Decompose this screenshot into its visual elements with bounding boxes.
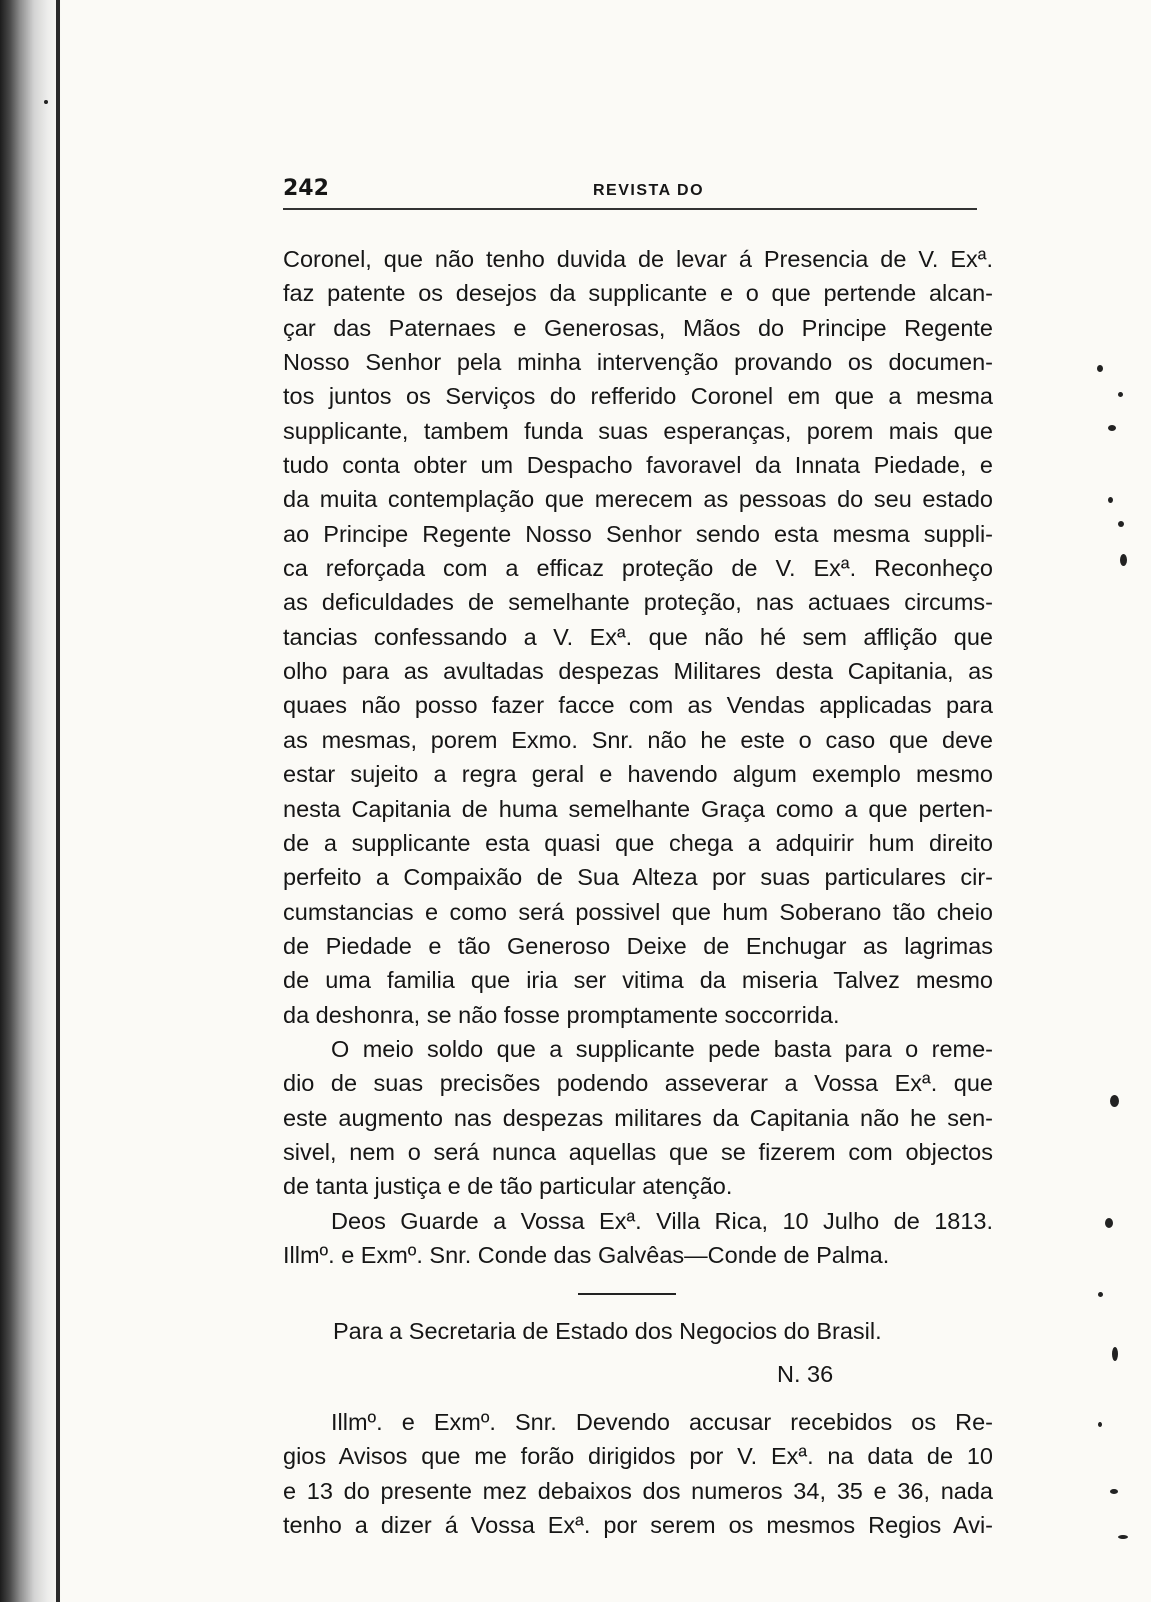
text-line: tenho a dizer á Vossa Exª. por serem os mesmos Regios Avi- <box>283 1512 993 1539</box>
paragraph-2 <box>283 1032 993 1204</box>
text-line: faz patente os desejos da supplicante e o que pertende alcan- <box>283 280 993 307</box>
text-line: tos juntos os Serviços do refferido Coronel em que a mesma <box>283 383 993 410</box>
text-line: Nosso Senhor pela minha intervenção provando os documen- <box>283 349 993 376</box>
text-line: supplicante, tambem funda suas esperanças, porem mais que <box>283 417 993 444</box>
text-line: cumstancias e como será possivel que hum Soberano tão cheio <box>283 898 993 925</box>
text-line: as mesmas, porem Exmo. Snr. não he este o caso que deve <box>283 726 993 753</box>
text-line: da muita contemplação que merecem as pessoas do seu estado <box>283 486 993 513</box>
body-text <box>283 242 993 1272</box>
body-text-2 <box>283 1405 993 1542</box>
text-line: este augmento nas despezas militares da Capitania não he sen- <box>283 1104 993 1131</box>
text-line: O meio soldo que a supplicante pede basta para o reme- <box>331 1035 993 1062</box>
text-line: de tanta justiça e de tão particular atenção. <box>283 1173 733 1200</box>
text-line: tudo conta obter um Despacho favoravel da Innata Piedade, e <box>283 452 993 479</box>
text-line: estar sujeito a regra geral e havendo algum exemplo mesmo <box>283 761 993 788</box>
text-line: as deficuldades de semelhante proteção, nas actuaes circums- <box>283 589 993 616</box>
text-line: gios Avisos que me forão dirigidos por V. Exª. na data de 10 <box>283 1443 993 1470</box>
text-line: ca reforçada com a efficaz proteção de V. Exª. Reconheço <box>283 555 993 582</box>
gutter-line <box>56 0 60 1602</box>
text-line: e 13 do presente mez debaixos dos numeros 34, 35 e 36, nada <box>283 1477 993 1504</box>
text-line: Coronel, que não tenho duvida de levar á Presencia de V. Exª. <box>283 246 993 272</box>
text-line: de Piedade e tão Generoso Deixe de Enchugar as lagrimas <box>283 932 993 959</box>
text-line: de uma familia que iria ser vitima da miseria Talvez mesmo <box>283 967 993 994</box>
text-line: Illmº. e Exmº. Snr. Devendo accusar recebidos os Re- <box>331 1409 993 1435</box>
text-line: ao Principe Regente Nosso Senhor sendo esta mesma suppli- <box>283 520 993 547</box>
closing <box>283 1204 993 1273</box>
text-line: dio de suas precisões podendo asseverar a Vossa Exª. que <box>283 1070 993 1097</box>
page-number: 242 <box>283 176 329 201</box>
book-binding-shadow <box>0 0 62 1602</box>
paragraph-3 <box>283 1405 993 1542</box>
text-line: perfeito a Compaixão de Sua Alteza por suas particulares cir- <box>283 864 993 891</box>
text-line: Deos Guarde a Vossa Exª. Villa Rica, 10 Julho de 1813. <box>331 1207 993 1234</box>
text-line: quaes não posso fazer facce com as Vendas applicadas para <box>283 692 993 719</box>
letter-number: N. 36 <box>777 1361 834 1387</box>
section-heading: Para a Secretaria de Estado dos Negocios do Brasil. <box>333 1318 882 1344</box>
header-rule <box>283 208 977 210</box>
running-head: REVISTA DO <box>593 182 705 199</box>
signature-line: Illmº. e Exmº. Snr. Conde das Galvêas—Conde de Palma. <box>283 1241 890 1268</box>
text-line: tancias confessando a V. Exª. que não hé sem afflição que <box>283 623 993 650</box>
page-header <box>283 176 977 206</box>
text-line: sivel, nem o será nunca aquellas que se fizerem com objectos <box>283 1138 993 1165</box>
text-line: çar das Paternaes e Generosas, Mãos do Principe Regente <box>283 314 993 341</box>
text-line: de a supplicante esta quasi que chega a adquirir hum direito <box>283 829 993 856</box>
text-line: nesta Capitania de huma semelhante Graça como a que perten- <box>283 795 993 822</box>
text-line: da deshonra, se não fosse promptamente soccorrida. <box>283 1001 840 1028</box>
paragraph-1 <box>283 242 993 1032</box>
section-divider <box>578 1293 676 1295</box>
text-line: olho para as avultadas despezas Militares desta Capitania, as <box>283 658 993 685</box>
